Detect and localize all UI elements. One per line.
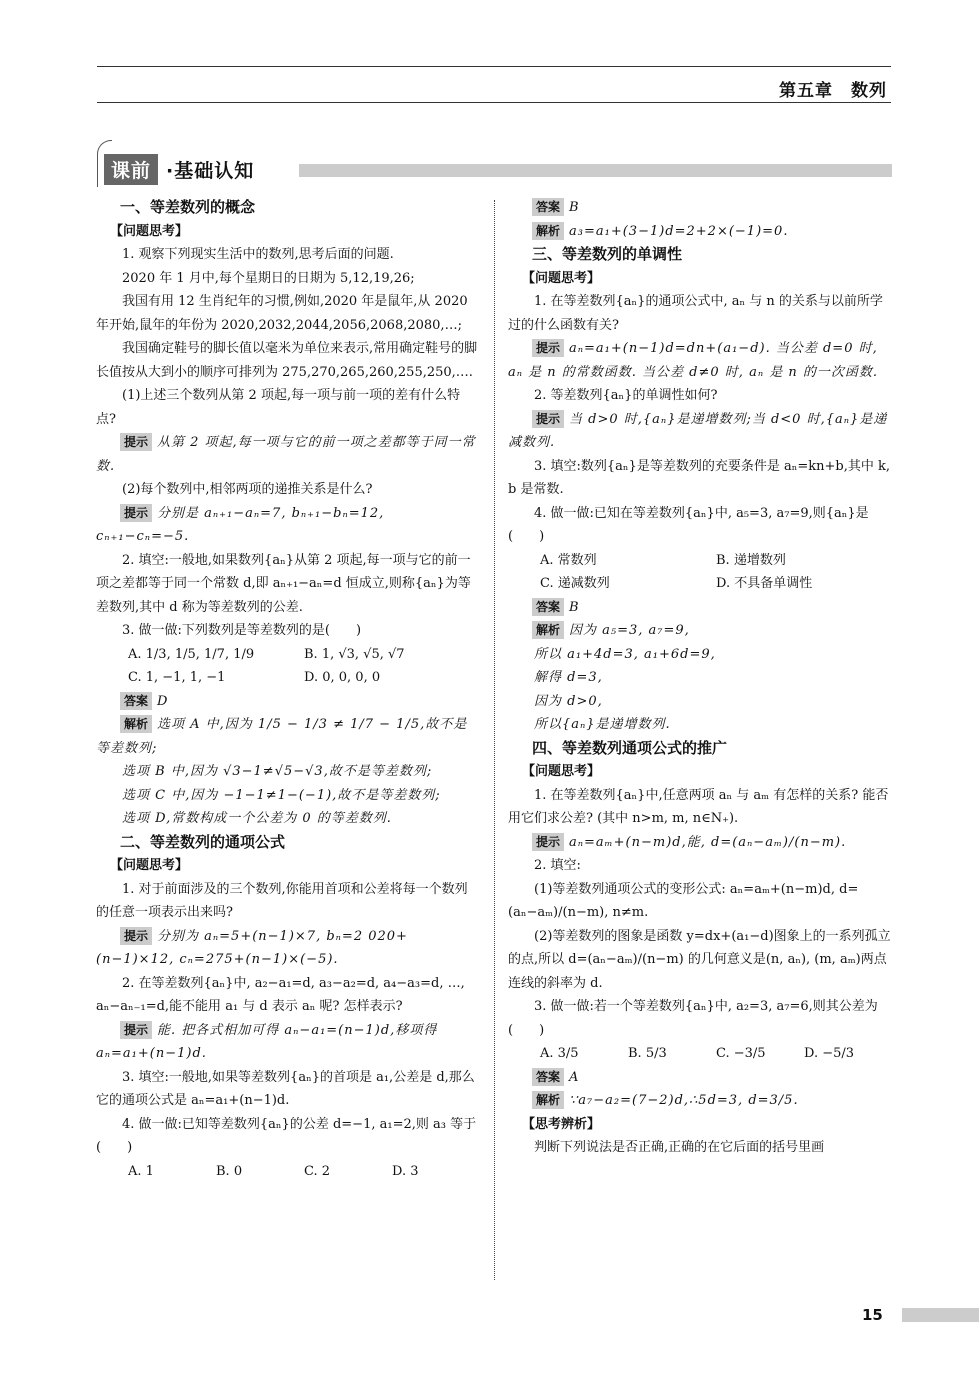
hint-block	[508, 831, 892, 855]
option-item: A. 常数列	[540, 552, 597, 568]
hint-block	[508, 1089, 892, 1113]
hint-tag: 解析	[532, 1091, 564, 1109]
solution-line: 因为 d>0,	[534, 693, 603, 709]
hint-text: ∵a₇−a₂=(7−2)d,∴5d=3, d=3/5.	[569, 1093, 799, 1108]
paragraph: 3. 填空:数列{aₙ}是等差数列的充要条件是 aₙ=kn+b,其中 k, b 是常数.	[508, 458, 890, 497]
paragraph: (2)等差数列的图象是函数 y=dx+(a₁−d)图象上的一系列孤立的点,所以 d=(aₙ−aₘ)/(n−m) 的几何意义是(n, aₙ), (m, aₘ)两点连线的斜率为 d.	[508, 928, 891, 991]
paragraph: 1. 对于前面涉及的三个数列,你能用首项和公差将每一个数列的任意一项表示出来吗?	[96, 881, 468, 920]
option-item: B. 5/3	[628, 1046, 667, 1061]
paragraph: 3. 填空:一般地,如果等差数列{aₙ}的首项是 a₁,公差是 d,那么它的通项公式是 aₙ=a₁+(n−1)d.	[96, 1069, 475, 1108]
section-heading: 一、等差数列的概念	[120, 198, 256, 216]
subsection-heading: 【问题思考】	[110, 858, 189, 873]
paragraph: 1. 在等差数列{aₙ}中,任意两项 aₙ 与 aₘ 有怎样的关系? 能否用它们求公差? (其中 n>m, m, n∈N₊).	[508, 787, 889, 826]
paragraph: 3. 做一做:下列数列是等差数列的是( )	[122, 623, 362, 638]
section-heading: 二、等差数列的通项公式	[120, 832, 286, 851]
paragraph: (2)每个数列中,相邻两项的递推关系是什么?	[122, 482, 373, 497]
hint-text: 因为 a₅=3, a₇=9,	[569, 623, 690, 638]
hint-text: 当 d>0 时,{aₙ}是递增数列;当 d<0 时,{aₙ}是递减数列.	[508, 411, 888, 450]
hint-text: 选项 A 中,因为 1/5 − 1/3 ≠ 1/7 − 1/5,故不是等差数列;	[96, 717, 468, 756]
banner-gray-bar	[299, 164, 892, 177]
solution-line: 选项 B 中,因为 √3−1≠√5−√3,故不是等差数列;	[122, 764, 433, 779]
hint-tag: 提示	[120, 927, 152, 945]
hint-block	[508, 220, 892, 244]
solution-line: 所以 a₁+4d=3, a₁+6d=9,	[534, 646, 716, 662]
subsection-heading: 【思考辨析】	[522, 1116, 601, 1132]
hint-block	[96, 431, 480, 478]
options-row	[96, 666, 480, 690]
hint-text: 从第 2 项起,每一项与它的前一项之差都等于同一常数.	[96, 435, 476, 474]
paragraph: 2. 在等差数列{aₙ}中, a₂−a₁=d, a₃−a₂=d, a₄−a₃=d, …, aₙ−aₙ₋₁=d,能不能用 a₁ 与 d 表示 aₙ 呢? 怎样表示?	[96, 975, 465, 1014]
hint-text: B	[569, 200, 580, 215]
section-banner	[97, 140, 892, 188]
hint-tag: 提示	[532, 339, 564, 357]
option-item: D. 不具备单调性	[716, 576, 813, 591]
paragraph: (1)上述三个数列从第 2 项起,每一项与前一项的差有什么特点?	[96, 388, 461, 427]
page-number-bar	[902, 1308, 979, 1322]
options-row	[508, 572, 892, 596]
hint-text: 分别是 aₙ₊₁−aₙ=7, bₙ₊₁−bₙ=12, cₙ₊₁−cₙ=−5.	[96, 505, 385, 544]
paragraph: 1. 在等差数列{aₙ}的通项公式中, aₙ 与 n 的关系与以前所学过的什么函数有关?	[508, 294, 883, 333]
option-item: C. 1, −1, 1, −1	[128, 670, 226, 685]
paragraph: 我国确定鞋号的脚长值以毫米为单位来表示,常用确定鞋号的脚长值按从大到小的顺序可排列为 275,270,265,260,255,250,….	[96, 341, 478, 380]
paragraph: 2. 填空:	[534, 858, 581, 873]
hint-tag: 解析	[532, 621, 564, 639]
hint-block	[508, 619, 892, 643]
paragraph: 判断下列说法是否正确,正确的在它后面的括号里画	[534, 1140, 825, 1155]
hint-text: B	[569, 599, 580, 615]
hint-tag: 答案	[532, 1068, 564, 1086]
hint-block	[508, 337, 892, 384]
hint-block	[508, 196, 892, 220]
hint-block	[96, 1019, 480, 1066]
hint-block	[96, 502, 480, 549]
hint-tag: 答案	[532, 598, 564, 616]
paragraph: 2020 年 1 月中,每个星期日的日期为 5,12,19,26;	[122, 270, 415, 286]
paragraph: 2. 填空:一般地,如果数列{aₙ}从第 2 项起,每一项与它的前一项之差都等于同一个常数 d,即 aₙ₊₁−aₙ=d 恒成立,则称{aₙ}为等差数列,其中 d 称为等差数列的公差.	[96, 552, 471, 615]
right-column	[508, 196, 892, 1160]
hint-tag: 解析	[532, 222, 564, 240]
paragraph: (1)等差数列通项公式的变形公式: aₙ=aₘ+(n−m)d, d=(aₙ−aₘ)/(n−m), n≠m.	[508, 881, 859, 920]
hint-text: a₃=a₁+(3−1)d=2+2×(−1)=0.	[569, 223, 789, 239]
hint-tag: 提示	[120, 504, 152, 522]
hint-tag: 答案	[120, 692, 152, 710]
option-item: B. 0	[216, 1163, 243, 1179]
hint-tag: 提示	[532, 410, 564, 428]
hint-block	[508, 408, 892, 455]
option-item: A. 1	[128, 1163, 154, 1179]
header-rule-bottom	[97, 102, 891, 103]
section-heading: 四、等差数列通项公式的推广	[532, 738, 728, 757]
hint-block	[96, 690, 480, 714]
hint-text: aₙ=aₘ+(n−m)d,能, d=(aₙ−aₘ)/(n−m).	[569, 834, 847, 850]
paragraph: 1. 观察下列现实生活中的数列,思考后面的问题.	[122, 247, 394, 262]
paragraph: 我国有用 12 生肖纪年的习惯,例如,2020 年是鼠年,从 2020 年开始,鼠年的年份为 2020,2032,2044,2056,2068,2080,…;	[96, 294, 468, 333]
options-row	[508, 549, 892, 573]
hint-block	[508, 1066, 892, 1090]
option-item: D. 0, 0, 0, 0	[304, 670, 381, 685]
solution-line: 所以{aₙ}是递增数列.	[534, 717, 671, 732]
paragraph: 4. 做一做:已知在等差数列{aₙ}中, a₅=3, a₇=9,则{aₙ}是( )	[508, 505, 869, 544]
hint-text: aₙ=a₁+(n−1)d=dn+(a₁−d). 当公差 d=0 时, aₙ 是 n 的常数函数. 当公差 d≠0 时, aₙ 是 n 的一次函数.	[508, 341, 878, 380]
paragraph: 2. 等差数列{aₙ}的单调性如何?	[534, 388, 718, 403]
solution-line: 解得 d=3,	[534, 670, 603, 685]
subsection-heading: 【问题思考】	[522, 270, 601, 286]
hint-text: A	[569, 1069, 580, 1085]
hint-tag: 解析	[120, 715, 152, 733]
hint-block	[508, 596, 892, 620]
paragraph: 4. 做一做:已知等差数列{aₙ}的公差 d=−1, a₁=2,则 a₃ 等于( )	[96, 1116, 477, 1155]
hint-text: 能. 把各式相加可得 aₙ−a₁=(n−1)d,移项得 aₙ=a₁+(n−1)d.	[96, 1022, 438, 1061]
hint-tag: 提示	[120, 1021, 152, 1039]
hint-block	[96, 713, 480, 760]
options-row	[96, 1160, 480, 1184]
option-item: D. −5/3	[804, 1046, 855, 1061]
solution-line: 选项 D,常数构成一个公差为 0 的等差数列.	[122, 811, 392, 826]
left-column	[96, 196, 480, 1183]
option-item: C. 2	[304, 1163, 331, 1179]
banner-label-box: 课前	[104, 154, 158, 185]
column-divider	[494, 200, 495, 1280]
banner-title: ·基础认知	[166, 160, 255, 182]
subsection-heading: 【问题思考】	[522, 764, 601, 779]
subsection-heading: 【问题思考】	[110, 223, 189, 239]
chapter-title: 第五章 数列	[779, 81, 887, 101]
hint-text: D	[157, 693, 169, 709]
option-item: B. 递增数列	[716, 552, 786, 568]
options-row	[508, 1042, 892, 1066]
section-heading: 三、等差数列的单调性	[532, 245, 683, 263]
hint-tag: 答案	[532, 198, 564, 216]
option-item: A. 3/5	[540, 1046, 579, 1061]
solution-line: 选项 C 中,因为 −1−1≠1−(−1),故不是等差数列;	[122, 787, 441, 803]
option-item: C. −3/5	[716, 1046, 766, 1061]
hint-tag: 提示	[532, 833, 564, 851]
option-item: C. 递减数列	[540, 576, 610, 591]
hint-tag: 提示	[120, 433, 152, 451]
hint-text: 分别为 aₙ=5+(n−1)×7, bₙ=2 020+(n−1)×12, cₙ=275+(n−1)×(−5).	[96, 928, 408, 967]
paragraph: 3. 做一做:若一个等差数列{aₙ}中, a₂=3, a₇=6,则其公差为( )	[508, 999, 878, 1038]
page-number: 15	[862, 1306, 883, 1324]
hint-block	[96, 925, 480, 972]
option-item: A. 1/3, 1/5, 1/7, 1/9	[128, 646, 255, 662]
option-item: D. 3	[392, 1163, 419, 1179]
header-rule-top	[97, 66, 891, 67]
option-item: B. 1, √3, √5, √7	[304, 646, 405, 662]
options-row	[96, 643, 480, 667]
